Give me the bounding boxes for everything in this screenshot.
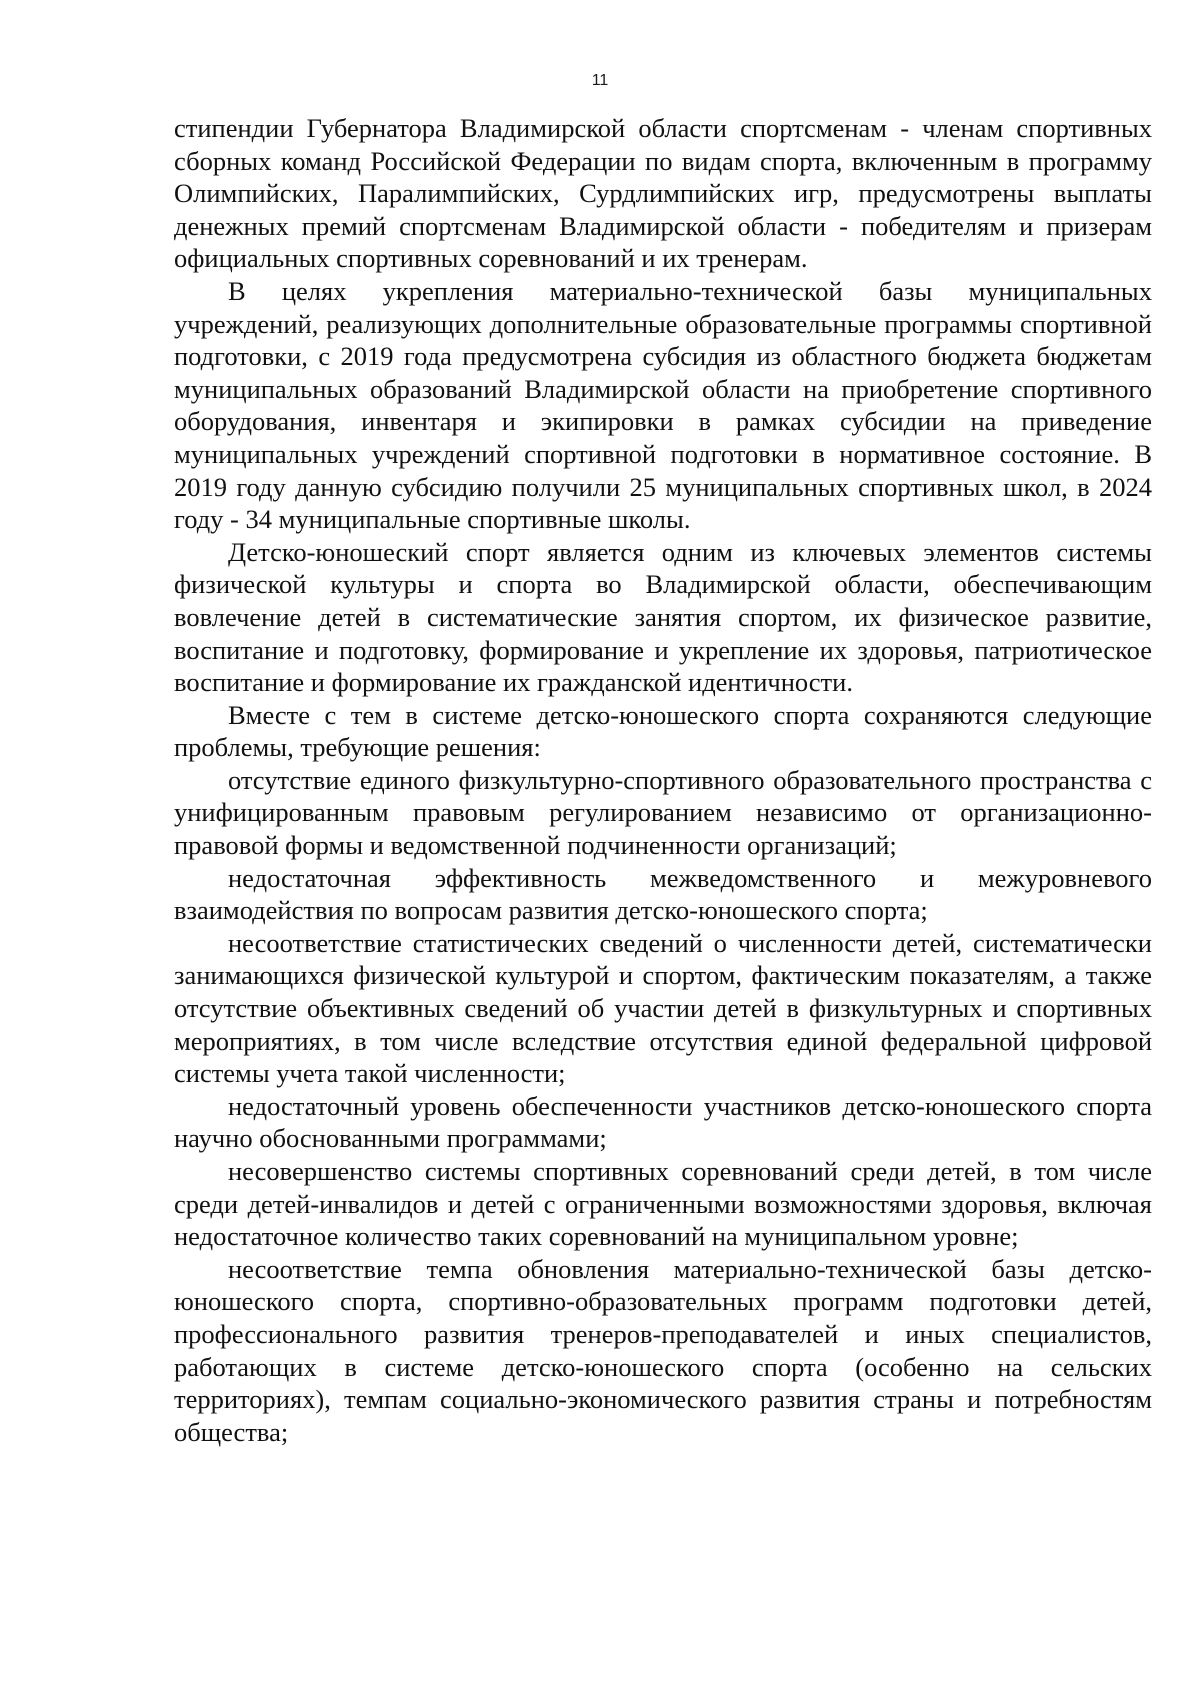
- page-number: 11: [591, 72, 609, 89]
- problem-item-renewal-pace: несоответствие темпа обновления материально-технической базы детско-юношеского спорта, спортивно-образовательных программ подготовки детей, профессионального развития тренеров-преподавателей и иных специалистов, работающих в системе детско-юношеского спорта (особенно на сельских территориях), темпам социально-экономического развития страны и потребностям общества;: [174, 1253, 1152, 1447]
- problem-item-competition-system: несовершенство системы спортивных соревнований среди детей, в том числе среди детей-инвалидов и детей с ограниченными возможностями здоровья, включая недостаточное количество таких соревнований на муниципальном уровне;: [174, 1156, 1152, 1252]
- paragraph-scholarship-continuation: стипендии Губернатора Владимирской области спортсменам - членам спортивных сборных команд Российской Федерации по видам спорта, включенным в программу Олимпийских, Паралимпийских, Сурдлимпийских игр, предусмотрены выплаты денежных премий спортсменам Владимирской области - победителям и призерам официальных спортивных соревнований и их тренерам.: [174, 113, 1152, 274]
- problem-item-scientific-programs: недостаточный уровень обеспеченности участников детско-юношеского спорта научно обоснованными программами;: [174, 1090, 1152, 1154]
- paragraph-youth-sport-role: Детско-юношеский спорт является одним из ключевых элементов системы физической культуры и спорта во Владимирской области, обеспечивающим вовлечение детей в систематические занятия спортом, их физическое развитие, воспитание и подготовку, формирование и укрепление их здоровья, патриотическое воспитание и формирование их гражданской идентичности.: [174, 536, 1152, 698]
- problem-item-interagency-cooperation: недостаточная эффективность межведомственного и межуровневого взаимодействия по вопросам развития детско-юношеского спорта;: [174, 862, 1152, 926]
- paragraph-material-base-subsidy: В целях укрепления материально-технической базы муниципальных учреждений, реализующих дополнительные образовательные программы спортивной подготовки, с 2019 года предусмотрена субсидия из областного бюджета бюджетам муниципальных образований Владимирской области на приобретение спортивного оборудования, инвентаря и экипировки в рамках субсидии на приведение муниципальных учреждений спортивной подготовки в нормативное состояние. В 2019 году данную субсидию получили 25 муниципальных спортивных школ, в 2024 году - 34 муниципальные спортивные школы.: [174, 275, 1152, 535]
- problem-item-educational-space: отсутствие единого физкультурно-спортивного образовательного пространства с унифицированным правовым регулированием независимо от организационно-правовой формы и ведомственной подчиненности организаций;: [174, 764, 1152, 861]
- problem-item-statistics-mismatch: несоответствие статистических сведений о численности детей, систематически занимающихся физической культурой и спортом, фактическим показателям, а также отсутствие объективных сведений об участии детей в физкультурных и спортивных мероприятиях, в том числе вследствие отсутствия единой федеральной цифровой системы учета такой численности;: [174, 927, 1152, 1089]
- document-body: [174, 112, 1152, 1448]
- paragraph-problems-intro: Вместе с тем в системе детско-юношеского спорта сохраняются следующие проблемы, требующие решения:: [174, 699, 1152, 763]
